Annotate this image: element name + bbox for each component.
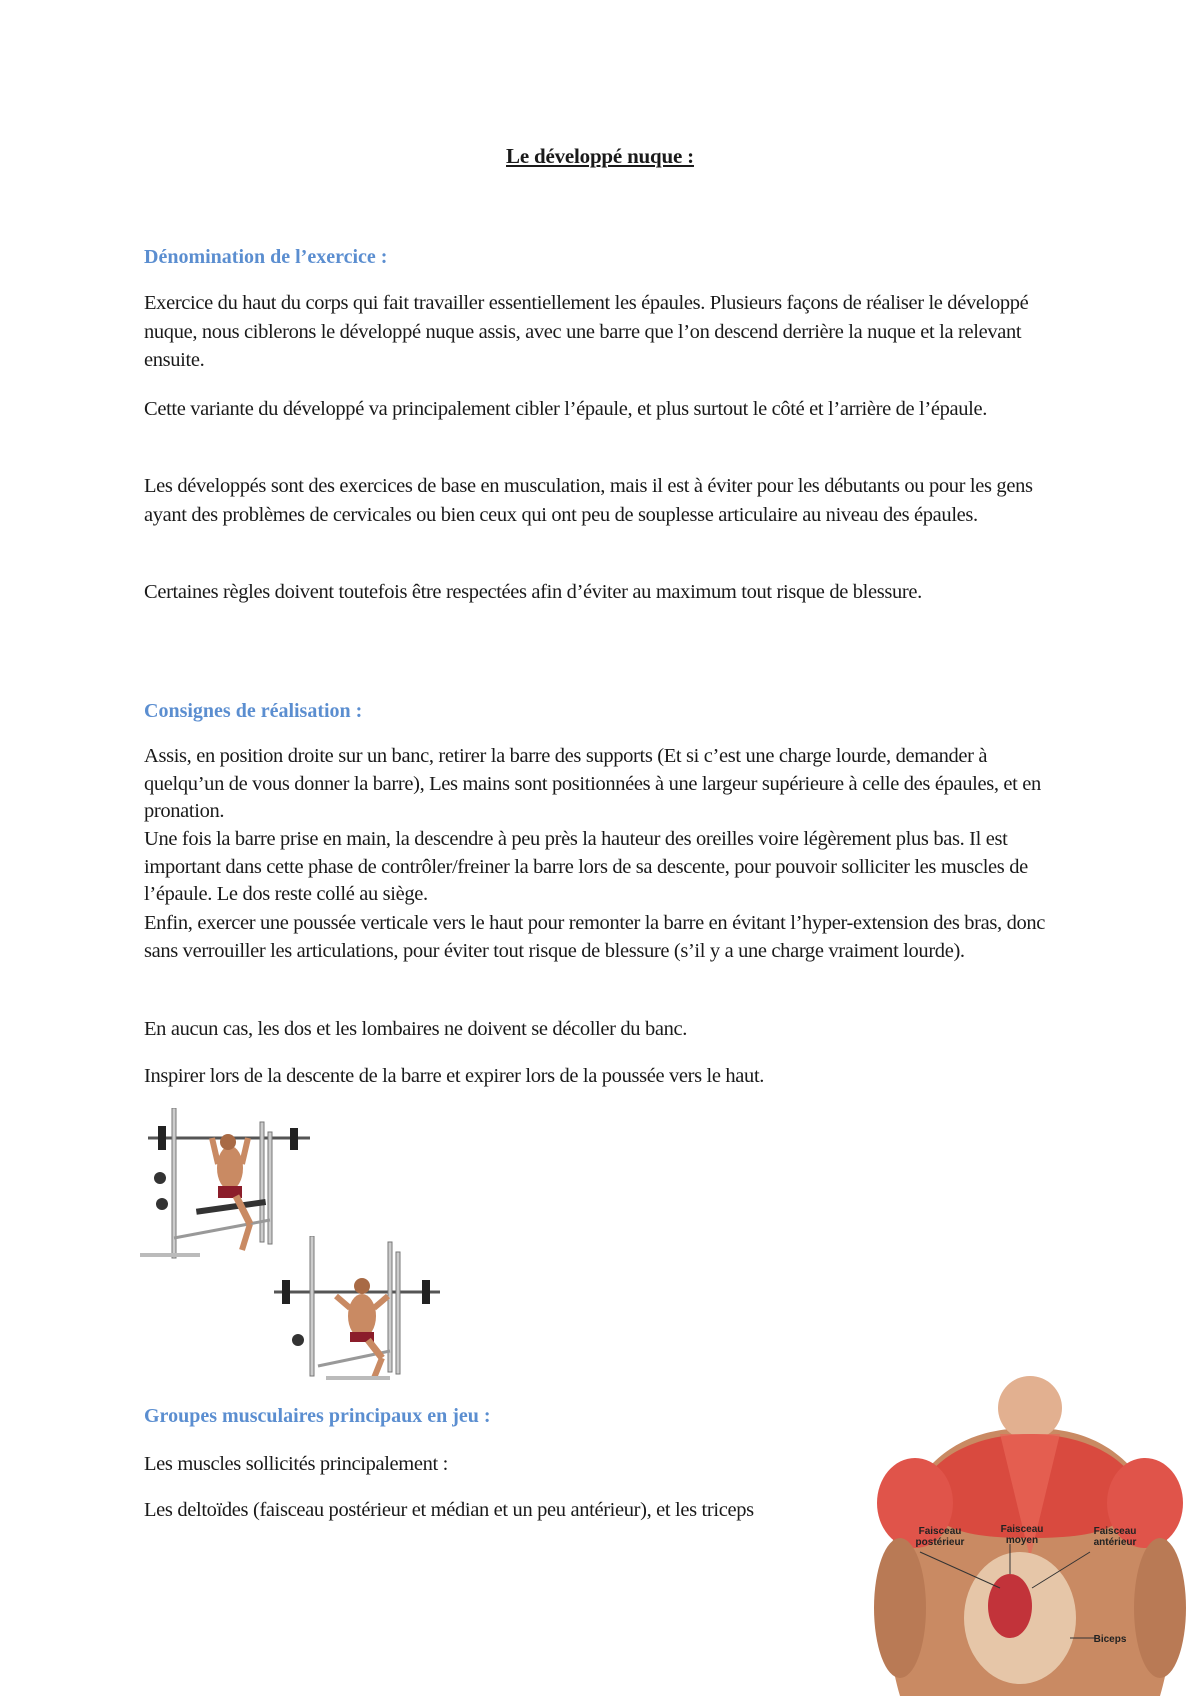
paragraph: Inspirer lors de la descente de la barre et expirer lors de la poussée vers le haut. (144, 1065, 765, 1087)
label-middle-1: Faisceau (1000, 1524, 1044, 1535)
paragraph: Exercice du haut du corps qui fait travailler essentiellement les épaules. Plusieurs façons de réaliser le développé nuque, nous ciblerons le développé nuque assis, avec une barre que l’on descend derrière la nuque et la relevant ensuite. (144, 292, 1029, 371)
exercise-illustration-bottom (270, 1236, 445, 1386)
section-heading-denomination: Dénomination de l’exercice : (144, 246, 388, 268)
label-posterior-2: postérieur (915, 1537, 965, 1548)
paragraph: Les muscles sollicités principalement : (144, 1453, 449, 1475)
paragraph: Assis, en position droite sur un banc, retirer la barre des supports (Et si c’est une charge lourde, demander à quelqu’un de vous donner la barre), Les mains sont positionnées à une largeur supérieure à celle des épaules, et en pronation. (144, 745, 1041, 822)
label-anterior-2: antérieur (1093, 1537, 1137, 1548)
paragraph: Les développés sont des exercices de base en musculation, mais il est à éviter pour les débutants ou pour les gens ayant des problèmes de cervicales ou bien ceux qui ont peu de souplesse articulaire au niveau des épaules. (144, 475, 1033, 526)
paragraph: Enfin, exercer une poussée verticale vers le haut pour remonter la barre en évitant l’hyper-extension des bras, donc sans verrouiller les articulations, pour éviter tout risque de blessure (s’il y a une charge vraiment lourde). (144, 912, 1046, 962)
label-anterior-1: Faisceau (1093, 1526, 1137, 1537)
paragraph: En aucun cas, les dos et les lombaires ne doivent se décoller du banc. (144, 1018, 688, 1040)
label-biceps: Biceps (1093, 1634, 1127, 1645)
section-heading-consignes: Consignes de réalisation : (144, 700, 363, 722)
anatomy-illustration (860, 1368, 1200, 1696)
paragraph: Cette variante du développé va principalement cibler l’épaule, et plus surtout le côté et l’arrière de l’épaule. (144, 398, 988, 420)
paragraph: Les deltoïdes (faisceau postérieur et médian et un peu antérieur), et les triceps (144, 1499, 754, 1521)
label-posterior-1: Faisceau (918, 1526, 962, 1537)
paragraph: Une fois la barre prise en main, la descendre à peu près la hauteur des oreilles voire légèrement plus bas. Il est important dans cette phase de contrôler/freiner la barre lors de sa descente, pour pouvoir solliciter les muscles de l’épaule. Le dos reste collé au siège. (144, 828, 1028, 905)
section-heading-groupes: Groupes musculaires principaux en jeu : (144, 1405, 491, 1427)
label-middle-2: moyen (1005, 1535, 1039, 1546)
paragraph: Certaines règles doivent toutefois être respectées afin d’éviter au maximum tout risque de blessure. (144, 581, 922, 603)
page-title: Le développé nuque : (506, 144, 694, 168)
